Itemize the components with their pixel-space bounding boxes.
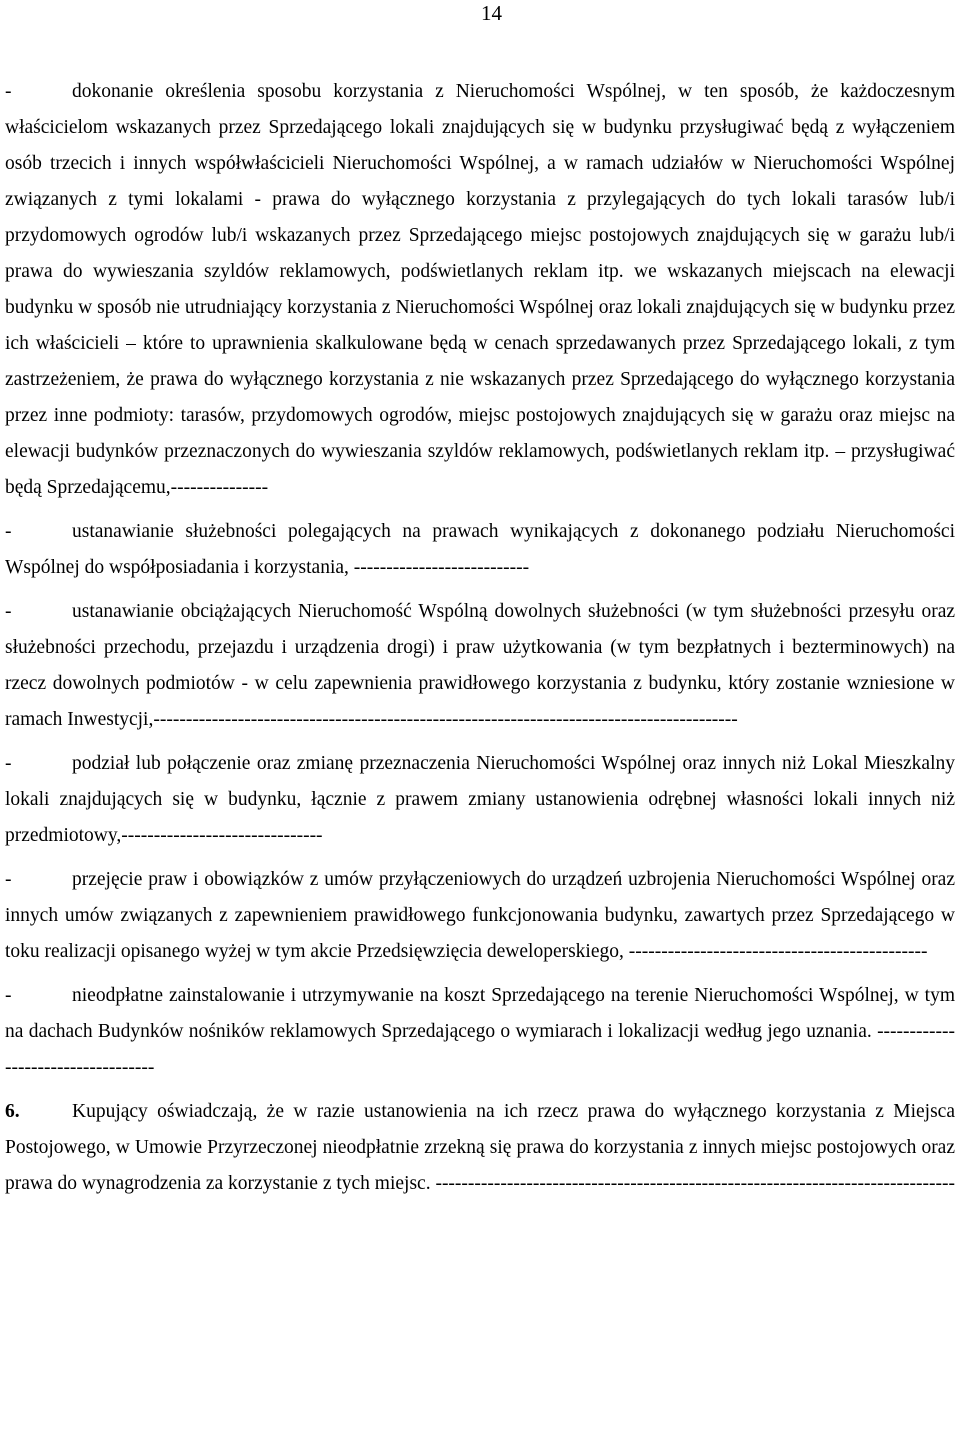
page-number: 14 <box>481 1 502 25</box>
list-marker: - <box>5 985 12 1006</box>
list-item-text: nieodpłatne zainstalowanie i utrzymywanie na koszt Sprzedającego na terenie Nieruchomości Wspólnej, w tym na dachach Budynków nośników reklamowych Sprzedającego o wymiarach i lokalizacji według jego uznania. ----------------------------------- <box>5 985 955 1078</box>
list-marker: - <box>5 81 12 102</box>
list-item <box>5 862 955 970</box>
list-item-text: dokonanie określenia sposobu korzystania z Nieruchomości Wspólnej, w ten sposób, że każdoczesnym właścicielom wskazanych przez Sprzedającego lokali znajdujących się w budynku przysługiwać będą z wyłączeniem osób trzecich i innych współwłaścicieli Nieruchomości Wspólnej, a w ramach udziałów w Nieruchomości Wspólnej związanych z tymi lokalami - prawa do wyłącznego korzystania z przylegających do tych lokali tarasów lub/i przydomowych ogrodów lub/i wskazanych przez Sprzedającego miejsc postojowych znajdujących się w garażu lub/i prawa do wywieszania szyldów reklamowych, podświetlanych reklam itp. we wskazanych miejscach na elewacji budynku w sposób nie utrudniający korzystania z Nieruchomości Wspólnej oraz lokali znajdujących się w budynku przez ich właścicieli – które to uprawnienia skalkulowane będą w cenach sprzedawanych przez Sprzedającego lokali, z tym zastrzeżeniem, że prawa do wyłącznego korzystania z nie wskazanych przez Sprzedającego do wyłącznego korzystania przez inne podmioty: tarasów, przydomowych ogrodów, miejsc postojowych znajdujących się w garażu oraz miejsc na elewacji budynków przeznaczonych do wywieszania szyldów reklamowych, podświetlanych reklam itp. – przysługiwać będą Sprzedającemu,--------------- <box>5 81 955 498</box>
list-item <box>5 514 955 586</box>
list-item <box>5 74 955 506</box>
numbered-item <box>5 1094 955 1202</box>
list-marker: - <box>5 601 12 622</box>
list-item <box>5 746 955 854</box>
list-item-text: ustanawianie obciążających Nieruchomość Wspólną dowolnych służebności (w tym służebności przesyłu oraz służebności przechodu, przejazdu i urządzenia drogi) i praw użytkowania (w tym bezpłatnych i bezterminowych) na rzecz dowolnych podmiotów - w celu zapewnienia prawidłowego korzystania z budynku, który zostanie wzniesione w ramach Inwestycji,------------------------------------------------------------------------------------------ <box>5 601 955 730</box>
list-item-text: ustanawianie służebności polegających na prawach wynikających z dokonanego podziału Nieruchomości Wspólnej do współposiadania i korzystania, --------------------------- <box>5 521 955 578</box>
list-marker: - <box>5 869 12 890</box>
list-item-text: podział lub połączenie oraz zmianę przeznaczenia Nieruchomości Wspólnej oraz innych niż Lokal Mieszkalny lokali znajdujących się w budynku, łącznie z prawem zmiany ustanowienia odrębnej własności lokali innych niż przedmiotowy,------------------------------- <box>5 753 955 846</box>
list-marker: - <box>5 521 12 542</box>
list-item <box>5 978 955 1086</box>
document-body <box>5 74 955 1210</box>
numbered-item-text: Kupujący oświadczają, że w razie ustanowienia na ich rzecz prawa do wyłącznego korzystania z Miejsca Postojowego, w Umowie Przyrzeczonej nieodpłatnie zrzekną się prawa do korzystania z innych miejsc postojowych oraz prawa do wynagrodzenia za korzystanie z tych miejsc. -------------------------------------------------------------------------------- <box>5 1101 955 1194</box>
list-item-text: przejęcie praw i obowiązków z umów przyłączeniowych do urządzeń uzbrojenia Nieruchomości Wspólnej oraz innych umów związanych z zapewnieniem prawidłowego funkcjonowania budynku, zawartych przez Sprzedającego w toku realizacji opisanego wyżej w tym akcie Przedsięwzięcia deweloperskiego, ---------------------------------------------- <box>5 869 955 962</box>
item-number: 6. <box>5 1101 20 1122</box>
list-marker: - <box>5 753 12 774</box>
list-item <box>5 594 955 738</box>
